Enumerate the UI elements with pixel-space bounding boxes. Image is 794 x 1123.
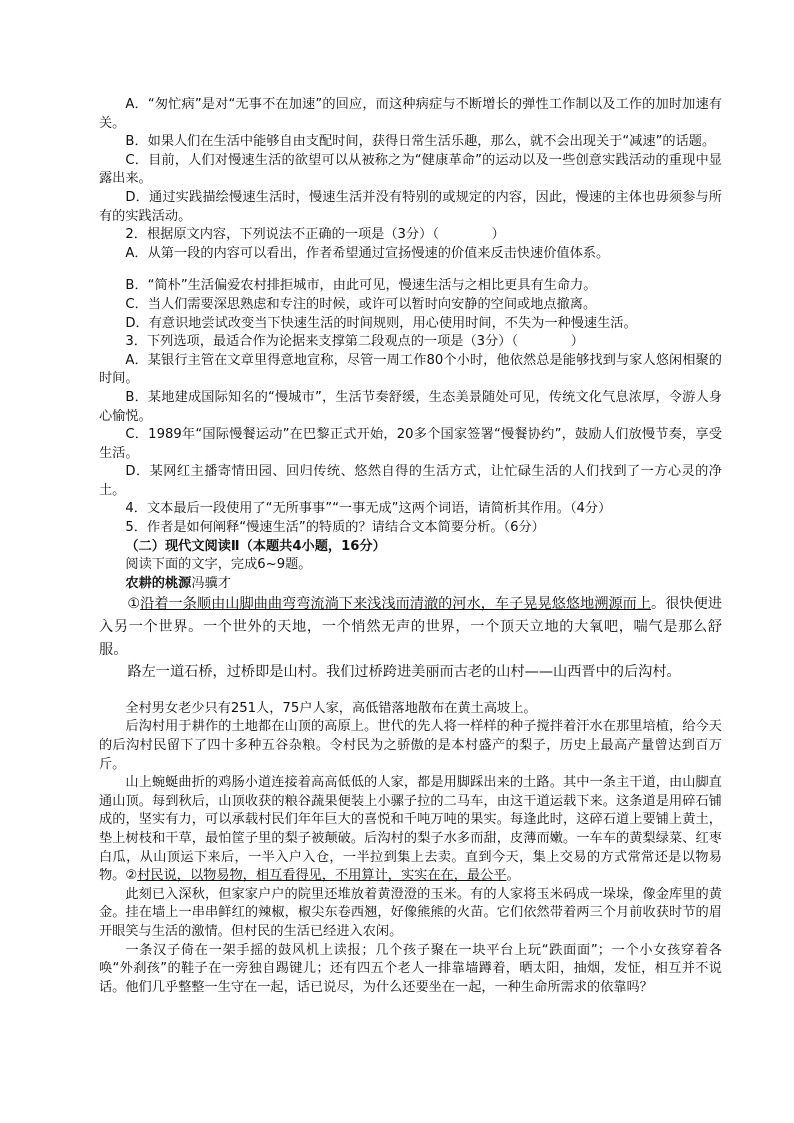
q1-option-c: C．目前，人们对慢速生活的欲望可以从被称之为“健康革命”的运动以及一些创意实践活动的重现中显露出来。	[99, 152, 722, 187]
q2-option-c: C．当人们需要深思熟虑和专注的时候，或许可以暂时向安静的空间或地点撤离。	[125, 296, 597, 312]
underlined-sentence: 村民说，以物易物，相互看得见，不用算计，实实在在，最公平	[137, 868, 507, 884]
paragraph-text: 山上蜿蜒曲折的鸡肠小道连接着高高低低的人家，都是用脚踩出来的土路。其中一条主干道，由山脚直通山顶。每到秋后，山顶收获的粮谷蔬果便装上小骡子拉的二马车，由这干道运载下来。这条道是用碎石铺成的，坚实有力，可以承载村民们年年巨大的喜悦和千吨万吨的果实。每逢此时，这碎石道上要铺上黄土，垫上树枝和干草，最怕筐子里的梨子被颠破。后沟村的梨子水多而甜，皮薄而嫩。一车车的黄梨绿菜、红枣白瓜，从山顶运下来后，一半入户入仓，一半拉到集上去卖。直到今天，集上交易的方式常常还是以物易物。	[99, 775, 722, 884]
q2-option-d: D．有意识地尝试改变当下快速生活的时间规则，用心使用时间，不失为一种慢速生活。	[125, 315, 637, 331]
q2-stem: 2．根据原文内容，下列说法不正确的一项是（3分）（ ）	[125, 227, 505, 243]
story-author: 冯骥才	[191, 575, 231, 591]
q3-stem: 3．下列选项，最适合作为论据来支撑第二段观点的一项是（3分）（ ）	[125, 334, 584, 350]
document-page	[99, 96, 722, 997]
story-title-line	[99, 575, 722, 594]
story-paragraph-3: 全村男女老少只有251人，75户人家，高低错落地散布在黄土高坡上。	[125, 700, 537, 716]
q5-question: 5．作者是如何阐释“慢速生活”的特质的？请结合文本简要分析。（6分）	[125, 520, 545, 536]
q1-option-b: B．如果人们在生活中能够自由支配时间，获得日常生活乐趣，那么，就不会出现关于“减速”的话题。	[125, 134, 716, 150]
paragraph-text: 。很快便进入另一个世界。一个世外的天地，一个悄然无声的世界，一个顶天立地的大氧吧，喘气是那么舒服。	[99, 596, 722, 658]
underlined-sentence: 沿着一条顺由山脚曲曲弯弯流淌下来浅浅而清澈的河水，车子晃晃悠悠地溯源而上	[140, 596, 652, 613]
section-instruction: 阅读下面的文字，完成6~9题。	[125, 557, 312, 573]
annotation-mark: ②	[125, 868, 138, 884]
spacer	[99, 684, 722, 700]
story-paragraph-6: 此刻已入深秋，但家家户户的院里还堆放着黄澄澄的玉米。有的人家将玉米码成一垛垛，像金库里的黄金。挂在墙上一串串鲜红的辣椒，椒尖东卷西翘，好像熊熊的火苗。它们依然带着两三个月前收获时节的眉开眼笑与生活的激情。但村民的生活已经进入农闲。	[99, 886, 722, 939]
q2-option-b: B．“简朴”生活偏爱农村排拒城市，由此可见，慢速生活与之相比更具有生命力。	[125, 278, 597, 294]
section-heading: （二）现代文阅读Ⅱ（本题共4小题，16分）	[125, 538, 386, 554]
story-paragraph-2: 路左一道石桥，过桥即是山村。我们过桥跨进美丽而古老的山村——山西晋中的后沟村。	[127, 664, 681, 681]
story-paragraph-4: 后沟村用于耕作的土地都在山顶的高原上。世代的先人将一样样的种子搅拌着汗水在那里培植，给今天的后沟村民留下了四十多种五谷杂粮。令村民为之骄傲的是本村盛产的梨子，历史上最高产量曾达到百万斤。	[99, 719, 722, 772]
spacer	[99, 263, 722, 277]
q3-option-b: B．某地建成国际知名的“慢城市”，生活节奏舒缓，生态美景随处可见，传统文化气息浓厚，令游人身心愉悦。	[99, 389, 722, 424]
q3-option-a: A．某银行主管在文章里得意地宣称，尽管一周工作80个小时，他依然总是能够找到与家人悠闲相聚的时间。	[99, 352, 722, 387]
annotation-mark: ①	[127, 596, 141, 613]
story-paragraph-1	[99, 593, 722, 661]
q4-question: 4．文本最后一段使用了“无所事事”“一事无成”这两个词语，请简析其作用。（4分）	[125, 501, 612, 517]
q3-option-c: C．1989年“国际慢餐运动”在巴黎正式开始，20多个国家签署“慢餐协约”，鼓励人们放慢节奏，享受生活。	[99, 427, 722, 461]
q1-option-d: D．通过实践描绘慢速生活时，慢速生活并没有特别的或规定的内容，因此，慢速的主体也毋须参与所有的实践活动。	[99, 189, 722, 224]
story-paragraph-5	[99, 774, 722, 886]
paragraph-end: 。	[506, 868, 520, 884]
q3-option-d: D．某网红主播寄情田园、回归传统、悠然自得的生活方式，让忙碌生活的人们找到了一方心灵的净土。	[99, 464, 722, 498]
q1-option-a: A．“匆忙病”是对“无事不在加速”的回应，而这种病症与不断增长的弹性工作制以及工作的加时加速有关。	[99, 97, 722, 131]
q2-option-a: A．从第一段的内容可以看出，作者希望通过宣扬慢速的价值来反击快速价值体系。	[125, 245, 610, 261]
story-title: 农耕的桃源	[125, 575, 192, 591]
story-paragraph-7: 一条汉子倚在一架手摇的鼓风机上读报；几个孩子聚在一块平台上玩“跌面面”；一个小女孩穿着各唤“外刹孩”的鞋子在一旁独自踢键儿；还有四五个老人一排靠墙蹲着，晒太阳，抽烟，发怔，相互并不说话。他们几乎整整一生守在一起，话已说尽，为什么还要坐在一起，一种生命所需求的依靠吗？	[99, 942, 722, 995]
